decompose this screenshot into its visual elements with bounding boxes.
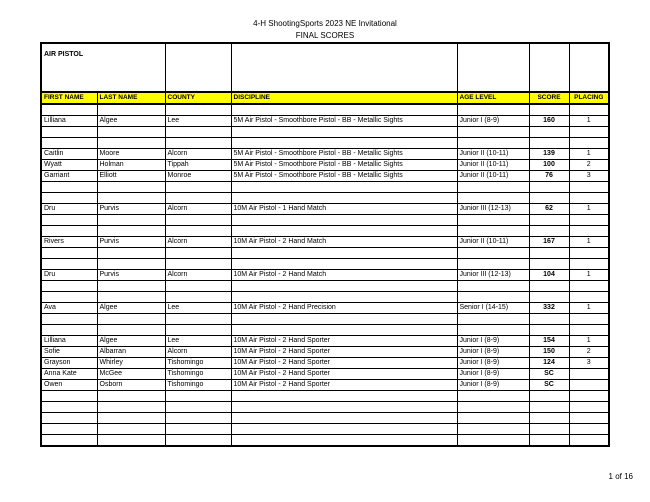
placing-cell: 1 <box>569 303 609 314</box>
discipline-cell <box>231 127 457 138</box>
last-name-cell: Elliott <box>97 171 165 182</box>
age-level-cell: Junior I (8-9) <box>457 369 529 380</box>
first-name-cell <box>41 424 97 435</box>
score-cell <box>529 402 569 413</box>
last-name-cell <box>97 435 165 447</box>
age-level-cell <box>457 402 529 413</box>
discipline-cell <box>231 424 457 435</box>
last-name-cell <box>97 281 165 292</box>
discipline-cell <box>231 193 457 204</box>
placing-cell: 3 <box>569 171 609 182</box>
table-row <box>41 281 609 292</box>
last-name-cell: Purvis <box>97 237 165 248</box>
discipline-cell: 5M Air Pistol - Smoothbore Pistol - BB - Metallic Sights <box>231 171 457 182</box>
discipline-cell <box>231 259 457 270</box>
county-cell: Lee <box>165 303 231 314</box>
col-header-county: COUNTY <box>165 92 231 104</box>
first-name-cell: Garriant <box>41 171 97 182</box>
placing-cell: 2 <box>569 160 609 171</box>
first-name-cell: Ava <box>41 303 97 314</box>
county-cell: Tippah <box>165 160 231 171</box>
first-name-cell <box>41 314 97 325</box>
score-cell: 150 <box>529 347 569 358</box>
discipline-cell: 5M Air Pistol - Smoothbore Pistol - BB - Metallic Sights <box>231 160 457 171</box>
col-header-last-name: LAST NAME <box>97 92 165 104</box>
score-cell <box>529 413 569 424</box>
score-cell <box>529 281 569 292</box>
last-name-cell <box>97 248 165 259</box>
col-header-discipline: DISCIPLINE <box>231 92 457 104</box>
county-cell: Tishomingo <box>165 380 231 391</box>
placing-cell <box>569 182 609 193</box>
age-level-cell: Senior I (14-15) <box>457 303 529 314</box>
table-row <box>41 116 609 127</box>
table-row <box>41 391 609 402</box>
discipline-cell <box>231 325 457 336</box>
placing-cell <box>569 402 609 413</box>
table-row <box>41 402 609 413</box>
score-cell <box>529 248 569 259</box>
discipline-cell: 10M Air Pistol - 2 Hand Precision <box>231 303 457 314</box>
table-row <box>41 171 609 182</box>
table-row <box>41 303 609 314</box>
county-cell <box>165 413 231 424</box>
first-name-cell <box>41 127 97 138</box>
table-row <box>41 413 609 424</box>
county-cell <box>165 435 231 447</box>
age-level-cell <box>457 413 529 424</box>
placing-cell <box>569 193 609 204</box>
placing-cell: 1 <box>569 270 609 281</box>
section-title-row <box>41 43 609 92</box>
col-header-age-level: AGE LEVEL <box>457 92 529 104</box>
age-level-cell: Junior I (8-9) <box>457 380 529 391</box>
first-name-cell <box>41 193 97 204</box>
age-level-cell <box>457 215 529 226</box>
first-name-cell <box>41 402 97 413</box>
table-row <box>41 314 609 325</box>
placing-cell <box>569 424 609 435</box>
discipline-cell <box>231 391 457 402</box>
section-title: AIR PISTOL <box>41 43 165 92</box>
placing-cell: 1 <box>569 336 609 347</box>
county-cell <box>165 314 231 325</box>
county-cell: Alcorn <box>165 204 231 215</box>
first-name-cell: Rivers <box>41 237 97 248</box>
score-cell <box>529 104 569 116</box>
age-level-cell <box>457 435 529 447</box>
county-cell <box>165 259 231 270</box>
first-name-cell <box>41 391 97 402</box>
first-name-cell <box>41 281 97 292</box>
table-row <box>41 435 609 447</box>
last-name-cell <box>97 402 165 413</box>
age-level-cell <box>457 182 529 193</box>
table-row <box>41 193 609 204</box>
table-row <box>41 237 609 248</box>
table-row <box>41 138 609 149</box>
table-row <box>41 182 609 193</box>
discipline-cell <box>231 182 457 193</box>
placing-cell <box>569 104 609 116</box>
county-cell <box>165 424 231 435</box>
discipline-cell <box>231 402 457 413</box>
first-name-cell <box>41 104 97 116</box>
first-name-cell: Sofie <box>41 347 97 358</box>
county-cell <box>165 402 231 413</box>
score-cell <box>529 127 569 138</box>
first-name-cell <box>41 226 97 237</box>
last-name-cell <box>97 391 165 402</box>
age-level-cell <box>457 248 529 259</box>
discipline-cell: 10M Air Pistol - 2 Hand Sporter <box>231 358 457 369</box>
county-cell: Alcorn <box>165 237 231 248</box>
table-row <box>41 248 609 259</box>
score-cell: 139 <box>529 149 569 160</box>
discipline-cell <box>231 314 457 325</box>
placing-cell <box>569 435 609 447</box>
discipline-cell: 5M Air Pistol - Smoothbore Pistol - BB - Metallic Sights <box>231 116 457 127</box>
age-level-cell: Junior I (8-9) <box>457 347 529 358</box>
first-name-cell: Lilliana <box>41 336 97 347</box>
last-name-cell <box>97 193 165 204</box>
last-name-cell <box>97 215 165 226</box>
score-cell: 160 <box>529 116 569 127</box>
table-row <box>41 325 609 336</box>
age-level-cell: Junior I (8-9) <box>457 336 529 347</box>
discipline-cell <box>231 292 457 303</box>
last-name-cell <box>97 127 165 138</box>
last-name-cell <box>97 226 165 237</box>
placing-cell <box>569 281 609 292</box>
age-level-cell: Junior II (10-11) <box>457 149 529 160</box>
page-number: 1 of 16 <box>608 472 633 481</box>
table-row <box>41 369 609 380</box>
placing-cell <box>569 413 609 424</box>
placing-cell <box>569 138 609 149</box>
age-level-cell <box>457 193 529 204</box>
age-level-cell <box>457 314 529 325</box>
score-cell: 332 <box>529 303 569 314</box>
county-cell <box>165 182 231 193</box>
county-cell <box>165 215 231 226</box>
col-header-first-name: FIRST NAME <box>41 92 97 104</box>
last-name-cell <box>97 138 165 149</box>
table-row <box>41 358 609 369</box>
score-cell <box>529 424 569 435</box>
placing-cell: 1 <box>569 204 609 215</box>
placing-cell <box>569 248 609 259</box>
first-name-cell: Dru <box>41 204 97 215</box>
table-row <box>41 380 609 391</box>
first-name-cell: Grayson <box>41 358 97 369</box>
discipline-cell <box>231 138 457 149</box>
placing-cell <box>569 215 609 226</box>
county-cell <box>165 325 231 336</box>
col-header-placing: PLACING <box>569 92 609 104</box>
last-name-cell <box>97 314 165 325</box>
discipline-cell: 10M Air Pistol - 1 Hand Match <box>231 204 457 215</box>
first-name-cell: Anna Kate <box>41 369 97 380</box>
age-level-cell: Junior III (12-13) <box>457 204 529 215</box>
table-row <box>41 336 609 347</box>
age-level-cell <box>457 138 529 149</box>
county-cell: Lee <box>165 116 231 127</box>
county-cell <box>165 193 231 204</box>
last-name-cell: Algee <box>97 116 165 127</box>
first-name-cell: Owen <box>41 380 97 391</box>
score-cell <box>529 391 569 402</box>
first-name-cell <box>41 325 97 336</box>
score-cell: 100 <box>529 160 569 171</box>
last-name-cell: Moore <box>97 149 165 160</box>
discipline-cell <box>231 435 457 447</box>
table-row <box>41 226 609 237</box>
county-cell <box>165 127 231 138</box>
placing-cell <box>569 369 609 380</box>
placing-cell <box>569 259 609 270</box>
score-cell: 124 <box>529 358 569 369</box>
discipline-cell: 10M Air Pistol - 2 Hand Sporter <box>231 380 457 391</box>
age-level-cell <box>457 127 529 138</box>
placing-cell <box>569 325 609 336</box>
report-subtitle: FINAL SCORES <box>295 31 355 40</box>
table-row <box>41 127 609 138</box>
discipline-cell <box>231 215 457 226</box>
first-name-cell: Caitlin <box>41 149 97 160</box>
county-cell <box>165 281 231 292</box>
score-cell: 167 <box>529 237 569 248</box>
last-name-cell: Purvis <box>97 204 165 215</box>
county-cell <box>165 226 231 237</box>
first-name-cell <box>41 259 97 270</box>
placing-cell <box>569 380 609 391</box>
discipline-cell: 10M Air Pistol - 2 Hand Sporter <box>231 336 457 347</box>
age-level-cell: Junior III (12-13) <box>457 270 529 281</box>
score-cell <box>529 292 569 303</box>
placing-cell: 3 <box>569 358 609 369</box>
discipline-cell <box>231 248 457 259</box>
county-cell <box>165 138 231 149</box>
score-cell <box>529 259 569 270</box>
placing-cell: 1 <box>569 149 609 160</box>
discipline-cell <box>231 226 457 237</box>
score-cell <box>529 325 569 336</box>
table-row <box>41 204 609 215</box>
score-cell: 104 <box>529 270 569 281</box>
score-cell: SC <box>529 380 569 391</box>
county-cell: Alcorn <box>165 270 231 281</box>
score-cell: 62 <box>529 204 569 215</box>
age-level-cell <box>457 391 529 402</box>
first-name-cell <box>41 182 97 193</box>
col-header-score: SCORE <box>529 92 569 104</box>
first-name-cell: Wyatt <box>41 160 97 171</box>
first-name-cell <box>41 138 97 149</box>
age-level-cell <box>457 325 529 336</box>
discipline-cell <box>231 104 457 116</box>
county-cell <box>165 248 231 259</box>
column-header-row <box>41 92 609 104</box>
placing-cell <box>569 127 609 138</box>
placing-cell <box>569 292 609 303</box>
placing-cell: 1 <box>569 116 609 127</box>
table-row <box>41 270 609 281</box>
age-level-cell <box>457 424 529 435</box>
last-name-cell <box>97 424 165 435</box>
first-name-cell: Lilliana <box>41 116 97 127</box>
last-name-cell: Algee <box>97 303 165 314</box>
age-level-cell: Junior II (10-11) <box>457 171 529 182</box>
county-cell: Tishomingo <box>165 358 231 369</box>
score-cell <box>529 138 569 149</box>
discipline-cell <box>231 281 457 292</box>
last-name-cell <box>97 292 165 303</box>
score-cell <box>529 314 569 325</box>
report-title: 4-H ShootingSports 2023 NE Invitational <box>253 19 397 28</box>
last-name-cell: Osborn <box>97 380 165 391</box>
last-name-cell <box>97 413 165 424</box>
discipline-cell: 10M Air Pistol - 2 Hand Match <box>231 270 457 281</box>
placing-cell <box>569 314 609 325</box>
discipline-cell: 10M Air Pistol - 2 Hand Sporter <box>231 369 457 380</box>
table-row <box>41 424 609 435</box>
last-name-cell: McGee <box>97 369 165 380</box>
county-cell <box>165 104 231 116</box>
table-row <box>41 104 609 116</box>
score-cell <box>529 215 569 226</box>
score-cell <box>529 435 569 447</box>
placing-cell <box>569 391 609 402</box>
table-row <box>41 259 609 270</box>
county-cell: Lee <box>165 336 231 347</box>
age-level-cell: Junior I (8-9) <box>457 358 529 369</box>
discipline-cell: 10M Air Pistol - 2 Hand Sporter <box>231 347 457 358</box>
table-row <box>41 149 609 160</box>
table-row <box>41 347 609 358</box>
first-name-cell <box>41 215 97 226</box>
scores-table <box>40 42 610 447</box>
first-name-cell <box>41 435 97 447</box>
placing-cell: 1 <box>569 237 609 248</box>
last-name-cell <box>97 182 165 193</box>
table-row <box>41 215 609 226</box>
table-row <box>41 160 609 171</box>
table-row <box>41 292 609 303</box>
first-name-cell: Dru <box>41 270 97 281</box>
last-name-cell <box>97 325 165 336</box>
age-level-cell: Junior II (10-11) <box>457 237 529 248</box>
score-cell: SC <box>529 369 569 380</box>
age-level-cell <box>457 292 529 303</box>
last-name-cell: Holman <box>97 160 165 171</box>
age-level-cell <box>457 226 529 237</box>
placing-cell <box>569 226 609 237</box>
age-level-cell <box>457 104 529 116</box>
county-cell <box>165 292 231 303</box>
age-level-cell: Junior II (10-11) <box>457 160 529 171</box>
last-name-cell: Albarran <box>97 347 165 358</box>
last-name-cell <box>97 104 165 116</box>
placing-cell: 2 <box>569 347 609 358</box>
score-cell: 76 <box>529 171 569 182</box>
age-level-cell <box>457 281 529 292</box>
last-name-cell: Purvis <box>97 270 165 281</box>
county-cell <box>165 391 231 402</box>
first-name-cell <box>41 413 97 424</box>
county-cell: Alcorn <box>165 347 231 358</box>
county-cell: Alcorn <box>165 149 231 160</box>
age-level-cell: Junior I (8-9) <box>457 116 529 127</box>
county-cell: Tishomingo <box>165 369 231 380</box>
score-cell: 154 <box>529 336 569 347</box>
first-name-cell <box>41 292 97 303</box>
county-cell: Monroe <box>165 171 231 182</box>
discipline-cell <box>231 413 457 424</box>
discipline-cell: 5M Air Pistol - Smoothbore Pistol - BB - Metallic Sights <box>231 149 457 160</box>
score-cell <box>529 226 569 237</box>
last-name-cell: Algee <box>97 336 165 347</box>
discipline-cell: 10M Air Pistol - 2 Hand Match <box>231 237 457 248</box>
first-name-cell <box>41 248 97 259</box>
score-cell <box>529 193 569 204</box>
last-name-cell: Whirley <box>97 358 165 369</box>
score-cell <box>529 182 569 193</box>
last-name-cell <box>97 259 165 270</box>
age-level-cell <box>457 259 529 270</box>
